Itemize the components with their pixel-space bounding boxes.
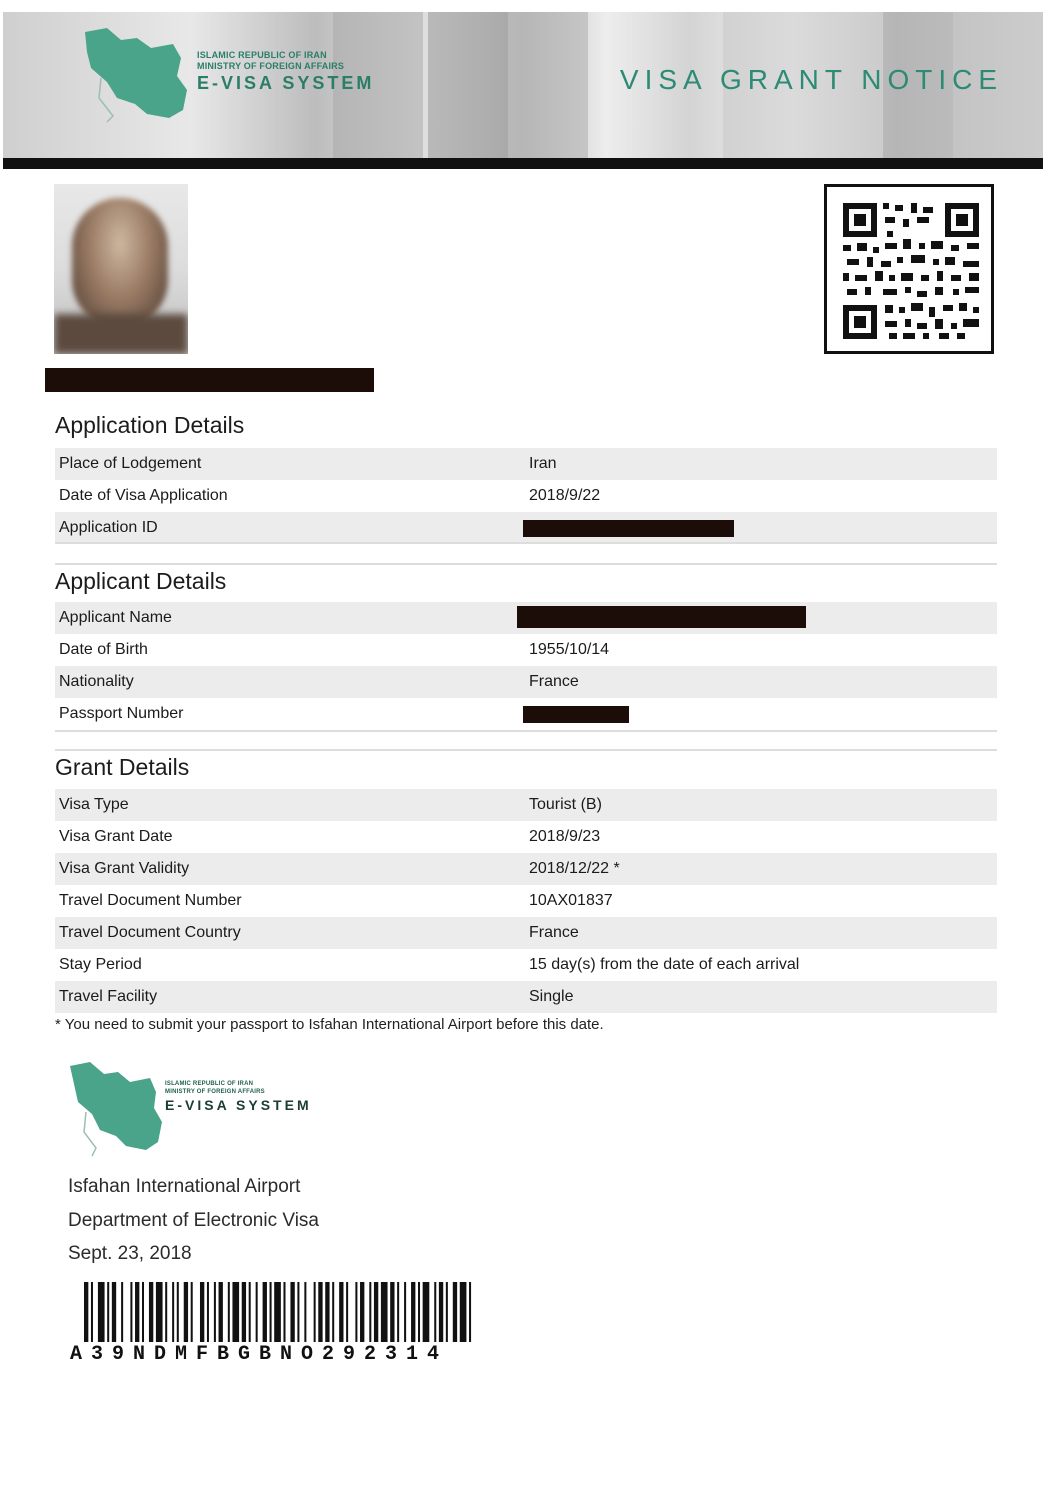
row-label: Stay Period — [59, 956, 142, 973]
barcode-bar — [228, 1282, 230, 1342]
row-value: 2018/9/22 — [529, 487, 601, 504]
table-row — [55, 512, 997, 544]
barcode-bar — [418, 1282, 420, 1342]
barcode-bar — [191, 1282, 193, 1342]
barcode-bar — [149, 1282, 153, 1342]
logo-line-3: E-VISA SYSTEM — [197, 73, 375, 93]
table-row — [55, 448, 997, 480]
barcode-bar — [453, 1282, 457, 1342]
barcode-bar — [411, 1282, 415, 1342]
barcode-bar — [304, 1282, 306, 1342]
iran-map-icon — [66, 1052, 176, 1162]
logo-line-2: MINISTRY OF FOREIGN AFFAIRS — [197, 61, 345, 71]
barcode-bar — [369, 1282, 371, 1342]
barcode-bar — [219, 1282, 223, 1342]
footer-logo-line-2: MINISTRY OF FOREIGN AFFAIRS — [165, 1089, 265, 1095]
barcode-bar — [135, 1282, 139, 1342]
barcode-bar — [263, 1282, 267, 1342]
row-label: Passport Number — [59, 705, 184, 722]
barcode-bar — [381, 1282, 388, 1342]
table-row — [55, 789, 997, 821]
row-value: Tourist (B) — [529, 796, 602, 813]
barcode-bar — [390, 1282, 394, 1342]
barcode-bar — [98, 1282, 105, 1342]
logo-line-1: ISLAMIC REPUBLIC OF IRAN — [197, 50, 327, 60]
row-value: Single — [529, 988, 574, 1005]
department-name: Department of Electronic Visa — [68, 1210, 319, 1231]
barcode-bar — [346, 1282, 348, 1342]
application-details-table — [55, 448, 997, 544]
table-row — [55, 821, 997, 853]
table-row — [55, 698, 997, 730]
barcode-bar — [232, 1282, 239, 1342]
barcode-bar — [177, 1282, 179, 1342]
row-value: France — [529, 673, 579, 690]
barcode-bar — [360, 1282, 364, 1342]
barcode-bar — [297, 1282, 299, 1342]
issue-date: Sept. 23, 2018 — [68, 1243, 192, 1264]
row-value: 15 day(s) from the date of each arrival — [529, 956, 800, 973]
table-row — [55, 949, 997, 981]
barcode-bar — [107, 1282, 109, 1342]
barcode-bar — [165, 1282, 167, 1342]
barcode-bar — [332, 1282, 334, 1342]
row-value: 2018/12/22 * — [529, 860, 620, 877]
row-label: Place of Lodgement — [59, 455, 202, 472]
row-label: Visa Grant Validity — [59, 860, 190, 877]
footer-logo-line-1: ISLAMIC REPUBLIC OF IRAN — [165, 1081, 254, 1087]
row-label: Visa Grant Date — [59, 828, 173, 845]
section-divider — [55, 730, 997, 732]
barcode-bar — [339, 1282, 343, 1342]
grant-details-table — [55, 789, 997, 1013]
table-row — [55, 885, 997, 917]
table-row — [55, 602, 997, 634]
redacted-applicant-name — [45, 368, 374, 392]
applicant-details-table — [55, 602, 997, 730]
table-row — [55, 634, 997, 666]
iran-map-icon — [77, 18, 207, 130]
barcode-bar — [249, 1282, 251, 1342]
qr-code — [824, 184, 994, 354]
section-divider — [55, 542, 997, 544]
barcode-bar — [460, 1282, 467, 1342]
issuer-name: Isfahan International Airport — [68, 1176, 301, 1197]
section-divider — [55, 749, 997, 751]
barcode-bar — [130, 1282, 132, 1342]
table-row — [55, 981, 997, 1013]
barcode-bar — [200, 1282, 204, 1342]
barcode-bar — [121, 1282, 123, 1342]
row-label: Applicant Name — [59, 609, 172, 626]
applicant-details-title: Applicant Details — [55, 568, 227, 594]
barcode-bar — [274, 1282, 281, 1342]
barcode-bar — [314, 1282, 316, 1342]
barcode-bar — [91, 1282, 93, 1342]
row-value: 1955/10/14 — [529, 641, 610, 658]
row-label: Visa Type — [59, 796, 129, 813]
barcode-bar — [214, 1282, 216, 1342]
section-divider — [55, 563, 997, 565]
row-label: Travel Document Country — [59, 924, 241, 941]
applicant-photo — [54, 184, 188, 354]
table-row — [55, 917, 997, 949]
barcode-bar — [446, 1282, 448, 1342]
validity-footnote: * You need to submit your passport to Isfahan International Airport before this date. — [55, 1016, 604, 1033]
barcode-bar — [112, 1282, 116, 1342]
barcode-bar — [374, 1282, 378, 1342]
barcode-text: A39NDMFBGBNO292314 — [70, 1343, 449, 1366]
barcode-bar — [404, 1282, 406, 1342]
row-value: France — [529, 924, 579, 941]
grant-details-title: Grant Details — [55, 754, 190, 780]
row-label: Date of Birth — [59, 641, 148, 658]
barcode-bar — [283, 1282, 285, 1342]
header-logo-text — [197, 50, 374, 94]
row-value: 10AX01837 — [529, 892, 613, 909]
row-label: Travel Facility — [59, 988, 158, 1005]
barcode-bar — [469, 1282, 471, 1342]
barcode — [84, 1282, 476, 1342]
application-details-title: Application Details — [55, 412, 245, 438]
barcode-bar — [434, 1282, 436, 1342]
barcode-bar — [423, 1282, 430, 1342]
table-row — [55, 666, 997, 698]
table-row — [55, 480, 997, 512]
barcode-bar — [270, 1282, 272, 1342]
barcode-bar — [156, 1282, 163, 1342]
page-title: VISA GRANT NOTICE — [619, 64, 1003, 95]
barcode-bar — [256, 1282, 258, 1342]
row-label: Travel Document Number — [59, 892, 242, 909]
redacted-passport-number — [523, 706, 629, 723]
barcode-bar — [397, 1282, 399, 1342]
barcode-bar — [290, 1282, 294, 1342]
barcode-bar — [318, 1282, 322, 1342]
header-divider — [3, 158, 1043, 169]
barcode-bar — [207, 1282, 209, 1342]
barcode-bar — [172, 1282, 174, 1342]
table-row — [55, 853, 997, 885]
row-label: Nationality — [59, 673, 134, 690]
barcode-bar — [325, 1282, 329, 1342]
barcode-bar — [142, 1282, 144, 1342]
redacted-application-id — [523, 520, 734, 537]
barcode-bar — [84, 1282, 88, 1342]
barcode-bar — [439, 1282, 443, 1342]
header-banner — [3, 12, 1043, 158]
barcode-bar — [242, 1282, 246, 1342]
row-label: Application ID — [59, 519, 158, 536]
row-value: 2018/9/23 — [529, 828, 601, 845]
row-label: Date of Visa Application — [59, 487, 228, 504]
barcode-bar — [355, 1282, 357, 1342]
barcode-bar — [184, 1282, 188, 1342]
footer-logo-line-3: E-VISA SYSTEM — [165, 1097, 312, 1113]
row-value: Iran — [529, 455, 557, 472]
redacted-applicant-name-value — [517, 606, 806, 628]
footer-logo-text — [165, 1080, 312, 1114]
